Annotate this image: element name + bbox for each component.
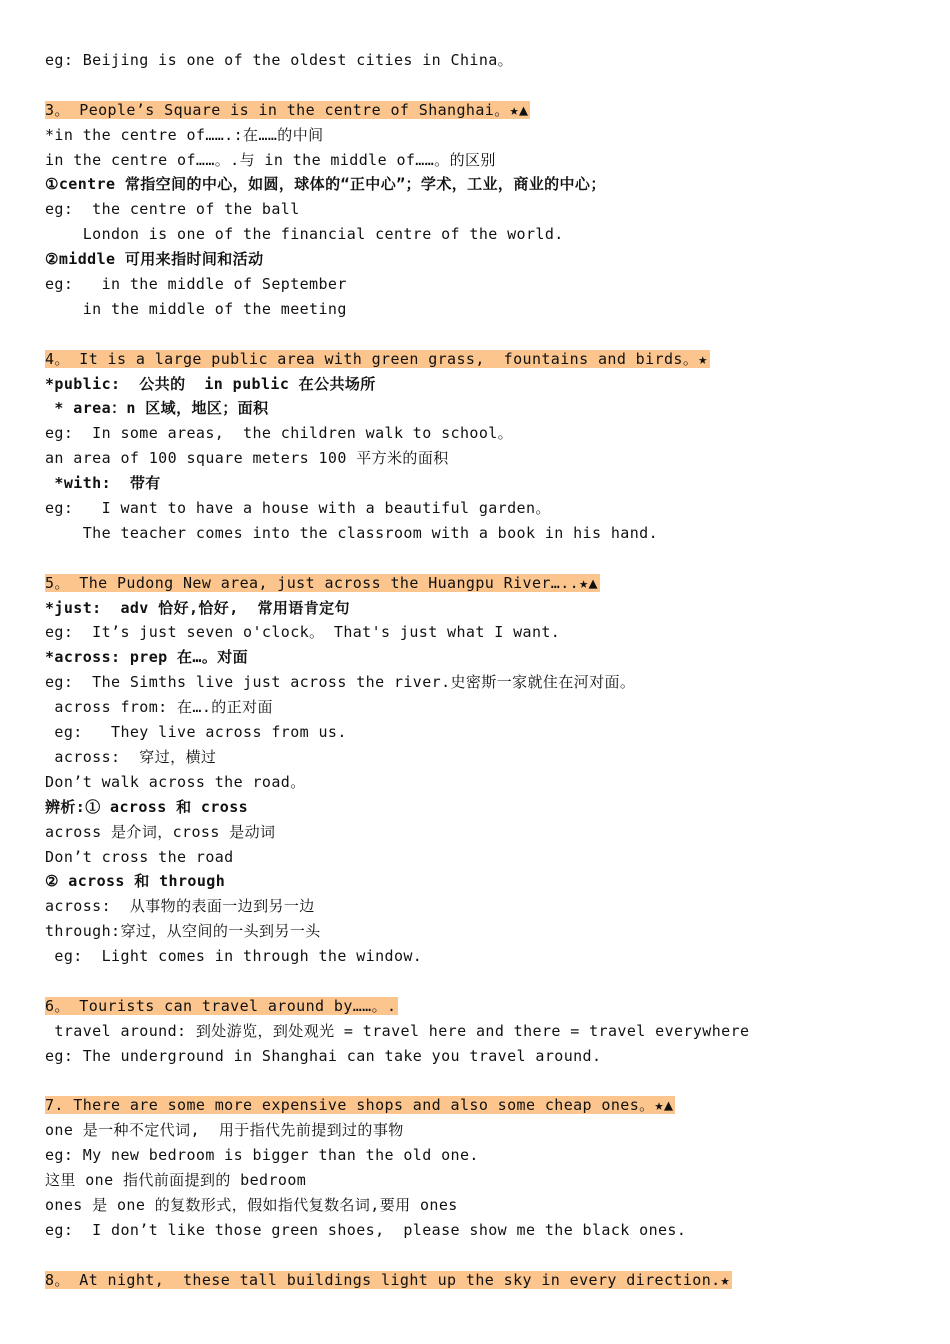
text-line: across: 穿过，横过: [45, 747, 217, 766]
text-line: eg: I want to have a house with a beautiful garden。: [45, 499, 551, 518]
document-page: [45, 48, 925, 1293]
bold-line: *public: 公共的 in public 在公共场所: [45, 374, 376, 393]
text-line: eg: Light comes in through the window.: [45, 947, 423, 966]
blank-line: [45, 322, 925, 347]
text-line: eg: My new bedroom is bigger than the old one.: [45, 1146, 479, 1165]
text-line: *in the centre of…….:在……的中间: [45, 125, 324, 144]
text-line: eg: In some areas, the children walk to school。: [45, 424, 514, 443]
text-line: Don’t cross the road: [45, 847, 234, 866]
blank-line: [45, 546, 925, 571]
text-line: across: 从事物的表面一边到另一边: [45, 897, 315, 916]
text-line: The teacher comes into the classroom with a book in his hand.: [45, 523, 658, 542]
blank-line: [45, 969, 925, 994]
text-line: eg: the centre of the ball: [45, 200, 300, 219]
blank-line: [45, 1069, 925, 1094]
blank-line: [45, 73, 925, 98]
text-line: across from: 在….的正对面: [45, 698, 273, 717]
bold-line: 辨析:① across 和 cross: [45, 797, 249, 816]
text-line: eg: The underground in Shanghai can take you travel around.: [45, 1046, 602, 1065]
bold-line: ② across 和 through: [45, 872, 226, 891]
bold-line: *across: prep 在…。对面: [45, 648, 249, 667]
text-line: in the middle of the meeting: [45, 299, 347, 318]
heading-line: 5。 The Pudong New area, just across the Huangpu River…..★▲: [45, 573, 598, 592]
text-line: 这里 one 指代前面提到的 bedroom: [45, 1171, 307, 1190]
text-line: eg: It’s just seven o'clock。 That's just what I want.: [45, 623, 561, 642]
blank-line: [45, 1243, 925, 1268]
text-line: ones 是 one 的复数形式，假如指代复数名词,要用 ones: [45, 1195, 458, 1214]
text-line: eg: in the middle of September: [45, 275, 347, 294]
text-line: eg: I don’t like those green shoes, please show me the black ones.: [45, 1220, 687, 1239]
text-line: eg: Beijing is one of the oldest cities in China。: [45, 51, 514, 69]
text-line: across 是介词，cross 是动词: [45, 822, 276, 841]
heading-line: 6。 Tourists can travel around by……。.: [45, 996, 397, 1015]
text-line: Don’t walk across the road。: [45, 772, 306, 791]
text-line: travel around: 到处游览，到处观光 = travel here and there = travel everywhere: [45, 1021, 750, 1040]
heading-line: 4。 It is a large public area with green grass, fountains and birds。★: [45, 349, 708, 368]
text-line: eg: They live across from us.: [45, 723, 347, 742]
bold-line: * area：n 区域，地区；面积: [45, 399, 269, 418]
text-line: one 是一种不定代词, 用于指代先前提到过的事物: [45, 1121, 404, 1140]
text-line: London is one of the financial centre of the world.: [45, 225, 564, 244]
bold-line: *just: adv 恰好,恰好, 常用语肯定句: [45, 598, 350, 617]
text-line: an area of 100 square meters 100 平方米的面积: [45, 449, 449, 468]
text-line: through:穿过，从空间的一头到另一头: [45, 922, 321, 941]
heading-line: 7. There are some more expensive shops and also some cheap ones。★▲: [45, 1096, 674, 1115]
heading-line: 8。 At night, these tall buildings light up the sky in every direction.★: [45, 1270, 730, 1289]
bold-line: ①centre 常指空间的中心，如圆，球体的“正中心”；学术，工业，商业的中心；: [45, 175, 606, 194]
bold-line: ②middle 可用来指时间和活动: [45, 250, 264, 269]
text-line: in the centre of……。.与 in the middle of……。的区别: [45, 150, 496, 169]
text-line: eg: The Simths live just across the river.史密斯一家就住在河对面。: [45, 673, 636, 692]
heading-line: 3。 People’s Square is in the centre of Shanghai。★▲: [45, 100, 529, 119]
bold-line: *with: 带有: [45, 474, 161, 493]
